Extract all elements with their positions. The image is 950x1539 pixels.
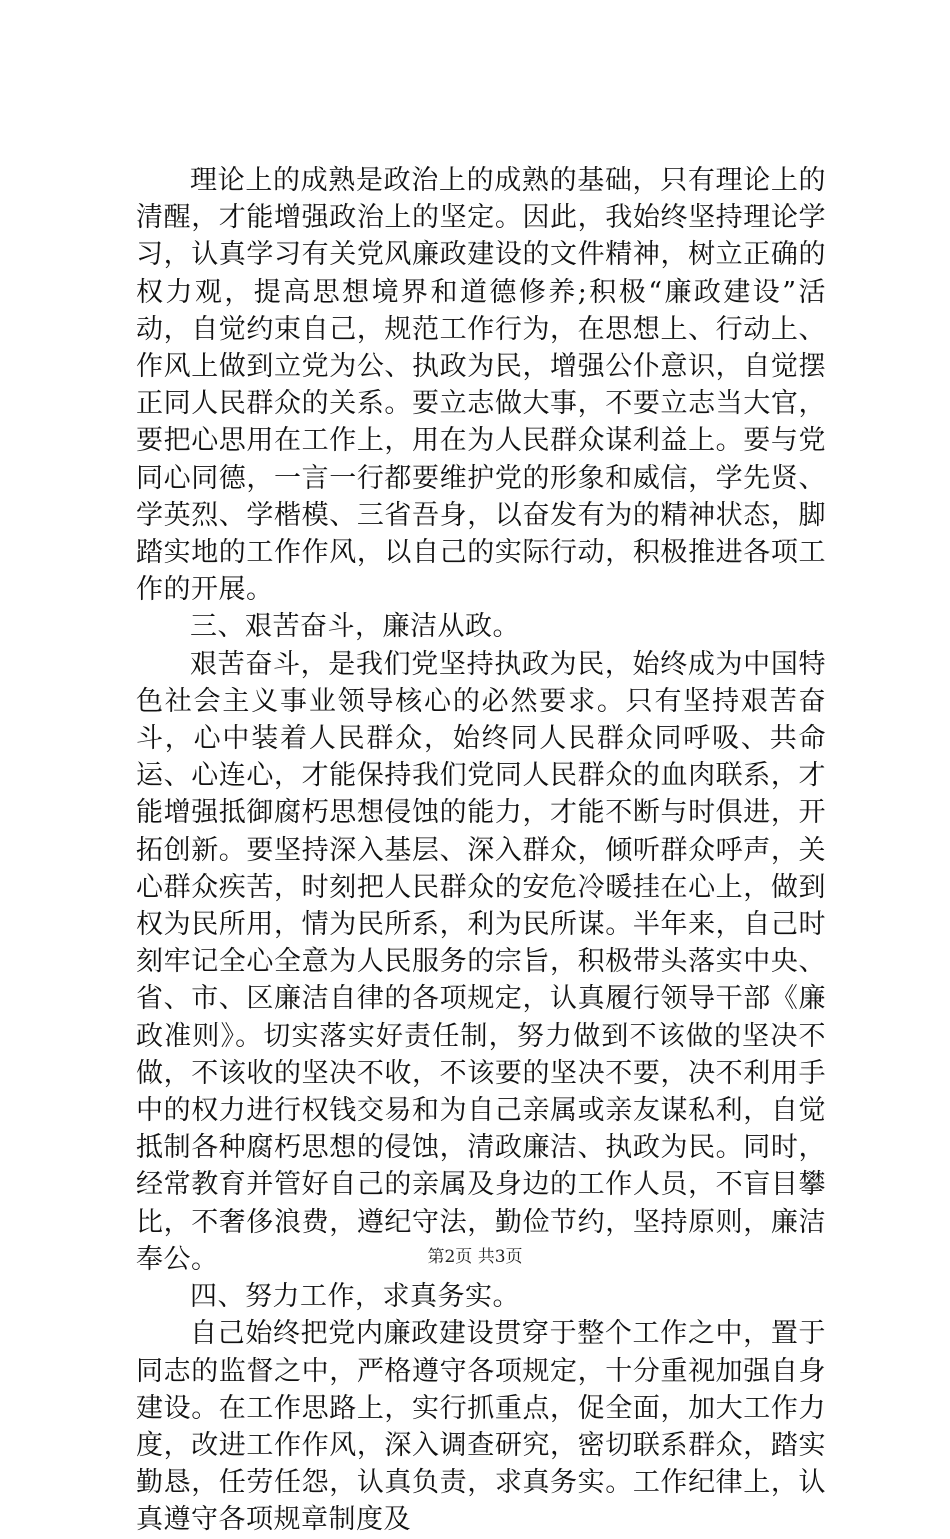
paragraph-hard-work: 艰苦奋斗，是我们党坚持执政为民，始终成为中国特色社会主义事业领导核心的必然要求。只有坚持艰苦奋斗，心中装着人民群众，始终同人民群众同呼吸、共命运、心连心，才能保持我们党同人民群众的血肉联系，才能增强抵御腐朽思想侵蚀的能力，才能不断与时俱进，开拓创新。要坚持深入基层、深入群众，倾听群众呼声，关心群众疾苦，时刻把人民群众的安危冷暖挂在心上，做到权为民所用，情为民所系，利为民所谋。半年来，自己时刻牢记全心全意为人民服务的宗旨，积极带头落实中央、省、市、区廉洁自律的各项规定，认真履行领导干部《廉政准则》。切实落实好责任制，努力做到不该做的坚决不做，不该收的坚决不收，不该要的坚决不要，决不利用手中的权力进行权钱交易和为自己亲属或亲友谋私利，自觉抵制各种腐朽思想的侵蚀，清政廉洁、执政为民。同时，经常教育并管好自己的亲属及身边的工作人员，不盲目攀比，不奢侈浪费，遵纪守法，勤俭节约，坚持原则，廉洁奉公。 xyxy=(136,648,826,1275)
section-heading-three: 三、艰苦奋斗，廉洁从政。 xyxy=(190,611,520,643)
paragraph-work: 自己始终把党内廉政建设贯穿于整个工作之中，置于同志的监督之中，严格遵守各项规定，十分重视加强自身建设。在工作思路上，实行抓重点，促全面，加大工作力度，改进工作作风，深入调查研究，密切联系群众，踏实勤恳，任劳任怨，认真负责，求真务实。工作纪律上，认真遵守各项规章制度及 xyxy=(136,1318,826,1536)
paragraph-theory: 理论上的成熟是政治上的成熟的基础，只有理论上的清醒，才能增强政治上的坚定。因此，我始终坚持理论学习，认真学习有关党风廉政建设的文件精神，树立正确的权力观，提高思想境界和道德修养;积极“廉政建设”活动，自觉约束自己，规范工作行为，在思想上、行动上、作风上做到立党为公、执政为民，增强公仆意识，自觉摆正同人民群众的关系。要立志做大事，不要立志当大官，要把心思用在工作上，用在为人民群众谋利益上。要与党同心同德，一言一行都要维护党的形象和威信，学先贤、学英烈、学楷模、三省吾身，以奋发有为的精神状态，脚踏实地的工作作风，以自己的实际行动，积极推进各项工作的开展。 xyxy=(136,165,826,606)
page-footer: 第2页 共3页 xyxy=(427,1247,523,1267)
section-heading-four: 四、努力工作，求真务实。 xyxy=(190,1281,520,1313)
document-body xyxy=(136,162,826,1539)
